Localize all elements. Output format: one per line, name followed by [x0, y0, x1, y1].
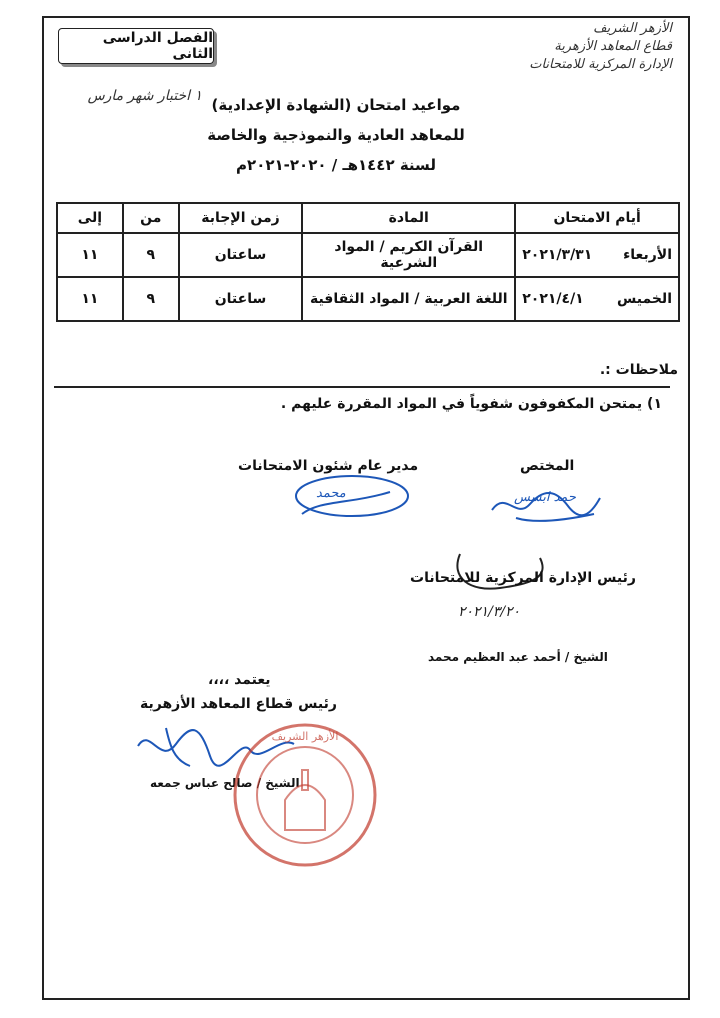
specialist-label: المختص [520, 458, 575, 474]
title-line3: لسنة ١٤٤٢هـ / ٢٠٢٠-٢٠٢١م [236, 156, 436, 174]
header-duration: زمن الإجابة [179, 203, 303, 233]
stamp-text: الأزهر الشريف [271, 730, 339, 743]
handwritten-note: ١ اختبار شهر مارس [87, 88, 202, 104]
title-line2: للمعاهد العادية والنموذجية والخاصة [207, 126, 465, 144]
table-row [57, 233, 679, 277]
header-day: أيام الامتحان [515, 203, 679, 233]
specialist-sign-text: حمد ابسس [514, 490, 576, 505]
letterhead-line3: الإدارة المركزية للامتحانات [529, 57, 672, 72]
central-head-date: ٢٠٢١/٣/٢٠ [458, 604, 521, 620]
sector-head-label: رئيس قطاع المعاهد الأزهرية [140, 696, 337, 712]
exam-schedule-table [56, 202, 680, 322]
note-item: ١) يمتحن المكفوفون شفوياً في المواد المقررة عليهم . [280, 396, 662, 412]
duration-cell: ساعتان [179, 277, 303, 321]
from-cell: ٩ [123, 277, 179, 321]
central-head-name: الشيخ / أحمد عبد العظيم محمد [428, 650, 608, 664]
letterhead [482, 20, 672, 74]
exam-date: ٢٠٢١/٣/٣١ [522, 247, 593, 263]
table-header-row [57, 203, 679, 233]
header-from: من [123, 203, 179, 233]
header-to: إلى [57, 203, 123, 233]
subject-cell: اللغة العربية / المواد الثقافية [302, 277, 515, 321]
table-row [57, 277, 679, 321]
exams-director-signature [290, 470, 410, 526]
approve-label: يعتمد ،،،، [208, 672, 271, 688]
header-subject: المادة [302, 203, 515, 233]
title-line1: مواعيد امتحان (الشهادة الإعدادية) [211, 96, 461, 114]
exams-director-sign-text: محمد [316, 486, 346, 501]
from-cell: ٩ [123, 233, 179, 277]
letterhead-line1: الأزهر الشريف [593, 21, 672, 36]
exams-director-label: مدير عام شئون الامتحانات [238, 458, 419, 474]
day-cell [515, 277, 679, 321]
day-name: الأربعاء [623, 247, 672, 263]
central-head-label: رئيس الإدارة المركزية للامتحانات [410, 570, 636, 586]
day-cell [515, 233, 679, 277]
to-cell: ١١ [57, 233, 123, 277]
notes-title: ملاحظات :. [599, 362, 678, 378]
notes-divider [54, 386, 670, 388]
sector-head-name: الشيخ / صالح عباس جمعه [150, 776, 300, 790]
day-name: الخميس [616, 291, 672, 307]
duration-cell: ساعتان [179, 233, 303, 277]
exam-date: ٢٠٢١/٤/١ [522, 291, 584, 307]
official-stamp-icon [230, 720, 380, 870]
subject-cell: القرآن الكريم / المواد الشرعية [302, 233, 515, 277]
letterhead-line2: قطاع المعاهد الأزهرية [554, 39, 672, 54]
term-label: الفصل الدراسى الثانى [58, 28, 214, 64]
to-cell: ١١ [57, 277, 123, 321]
